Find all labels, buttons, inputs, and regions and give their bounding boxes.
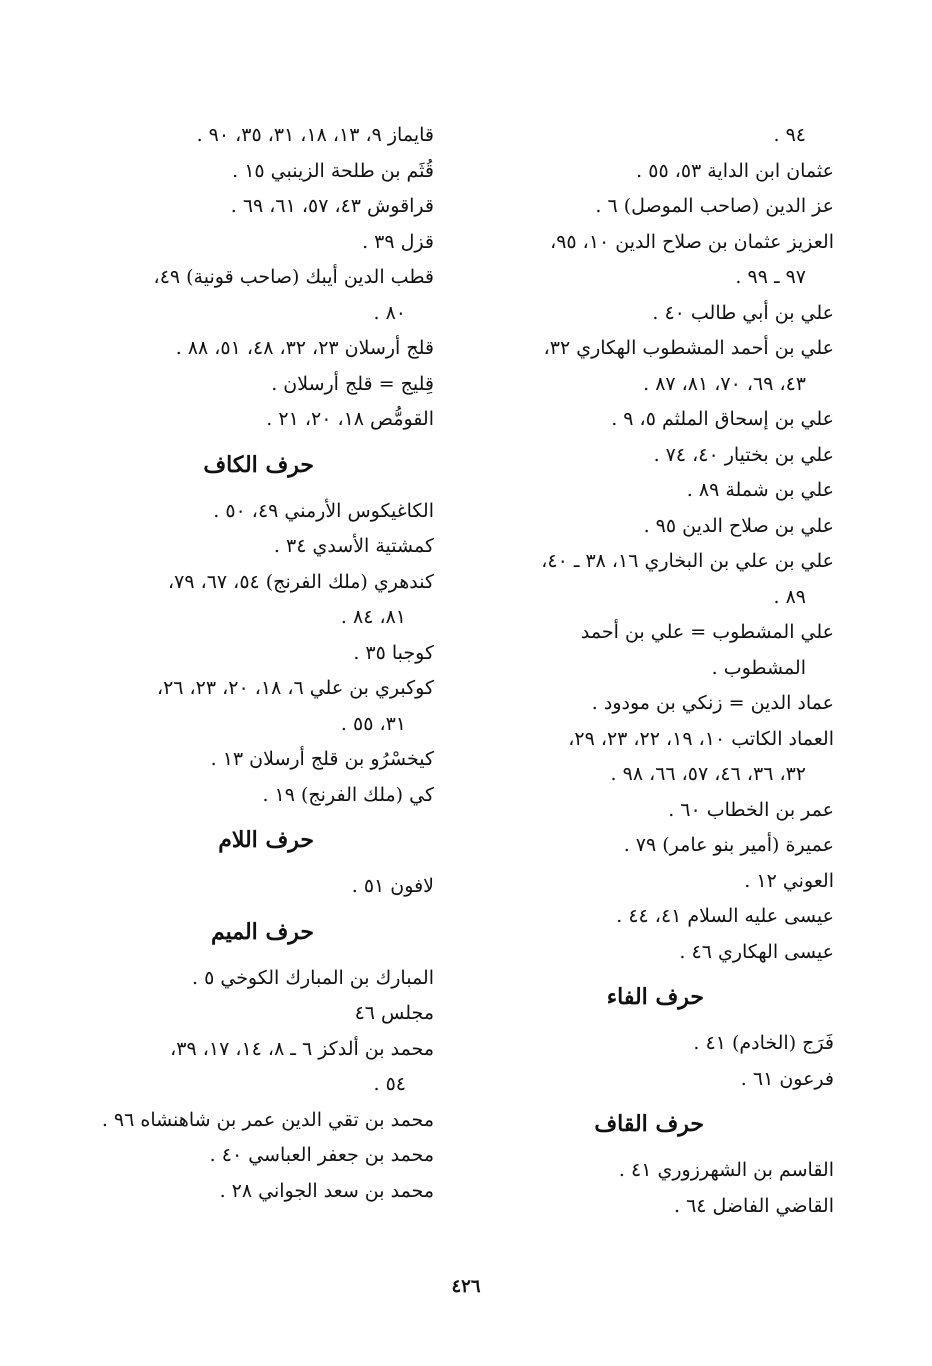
index-entry: قِليج = قلج أرسلان . — [271, 372, 434, 395]
index-entry: ٥٤ . — [373, 1073, 406, 1095]
index-entry: الكاغيكوس الأرمني ٤٩، ٥٠ . — [213, 499, 434, 522]
index-entry: كوجبا ٣٥ . — [353, 641, 434, 664]
index-entry: كمشتية الأسدي ٣٤ . — [273, 535, 434, 557]
index-entry: ٨٠ . — [373, 301, 406, 324]
index-entry: ٤٣، ٦٩، ٧٠، ٨١، ٨٧ . — [643, 372, 806, 395]
section-heading-kaf: حرف الكاف — [203, 451, 314, 478]
index-entry: ٣١، ٥٥ . — [340, 712, 406, 735]
index-entry: مجلس ٤٦ — [354, 1002, 434, 1024]
index-entry: كي (ملك الفرنج) ١٩ . — [262, 783, 434, 806]
index-entry: فرعون ٦١ . — [740, 1067, 834, 1090]
index-entry: علي بن شملة ٨٩ . — [686, 479, 834, 501]
index-entry: فَرَج (الخادم) ٤١ . — [693, 1032, 834, 1054]
index-entry: عثمان ابن الداية ٥٣، ٥٥ . — [636, 159, 834, 182]
index-entry: علي بن علي بن البخاري ١٦، ٣٨ ـ ٤٠، — [541, 550, 834, 572]
index-entry: ٩٤ . — [773, 124, 806, 146]
index-entry: علي بن أبي طالب ٤٠ . — [652, 301, 834, 324]
index-entry: كوكبري بن علي ٦، ١٨، ٢٠، ٢٣، ٢٦، — [156, 677, 434, 699]
index-entry: كندهري (ملك الفرنج) ٥٤، ٦٧، ٧٩، — [167, 570, 434, 593]
index-entry: علي بن بختيار ٤٠، ٧٤ . — [653, 443, 834, 466]
index-entry: عز الدين (صاحب الموصل) ٦ . — [595, 195, 834, 217]
index-entry: محمد بن جعفر العباسي ٤٠ . — [209, 1144, 434, 1166]
index-entry: ٣٢، ٣٦، ٤٦، ٥٧، ٦٦، ٩٨ . — [610, 763, 806, 785]
index-entry: القاسم بن الشهرزوري ٤١ . — [618, 1159, 834, 1181]
index-entry: المبارك بن المبارك الكوخي ٥ . — [192, 966, 434, 989]
index-entry: القاضي الفاضل ٦٤ . — [673, 1194, 834, 1217]
index-entry: المشطوب . — [711, 656, 806, 679]
index-entry: قطب الدين أيبك (صاحب قونية) ٤٩، — [153, 266, 434, 288]
index-entry: لافون ٥١ . — [351, 875, 434, 897]
page-number: ٤٢٦ — [451, 1276, 481, 1297]
index-entry: علي بن صلاح الدين ٩٥ . — [643, 514, 834, 537]
index-entry: القومُّص ١٨، ٢٠، ٢١ . — [266, 408, 434, 430]
index-column-right — [474, 118, 834, 1224]
index-entry: عيسى الهكاري ٤٦ . — [679, 940, 834, 963]
index-entry: عيسى عليه السلام ٤١، ٤٤ . — [616, 905, 834, 927]
index-entry: العماد الكاتب ١٠، ١٩، ٢٢، ٢٣، ٢٩، — [568, 727, 834, 750]
index-entry: عمر بن الخطاب ٦٠ . — [668, 798, 834, 821]
index-entry: قايماز ٩، ١٣، ١٨، ٣١، ٣٥، ٩٠ . — [196, 124, 434, 146]
index-entry: العزيز عثمان بن صلاح الدين ١٠، ٩٥، — [550, 230, 834, 253]
index-entry: قزل ٣٩ . — [362, 230, 434, 253]
index-entry: علي بن أحمد المشطوب الهكاري ٣٢، — [543, 337, 834, 359]
index-column-left — [74, 118, 434, 1209]
section-heading-lam: حرف اللام — [218, 827, 314, 853]
index-entry: قُثَم بن طلحة الزينبي ١٥ . — [232, 159, 434, 182]
index-entry: ٨٩ . — [773, 585, 806, 608]
index-entry: عميرة (أمير بنو عامر) ٧٩ . — [623, 834, 834, 856]
section-heading-faa: حرف الفاء — [606, 984, 704, 1010]
index-entry: محمد بن ألدكز ٦ ـ ٨، ١٤، ١٧، ٣٩، — [170, 1037, 434, 1060]
index-entry: محمد بن سعد الجواني ٢٨ . — [219, 1179, 434, 1202]
index-entry: كيخسْرُو بن قلج أرسلان ١٣ . — [210, 748, 434, 770]
section-heading-qaf: حرف القاف — [594, 1111, 704, 1137]
index-entry: عماد الدين = زنكي بن مودود . — [591, 692, 834, 714]
index-entry: العوني ١٢ . — [744, 869, 834, 892]
index-entry: قراقوش ٤٣، ٥٧، ٦١، ٦٩ . — [230, 195, 434, 217]
section-heading-mim: حرف الميم — [210, 918, 314, 945]
index-entry: ٩٧ ـ ٩٩ . — [735, 266, 806, 288]
index-entry: علي بن إسحاق الملثم ٥، ٩ . — [611, 408, 834, 430]
index-entry: محمد بن تقي الدين عمر بن شاهنشاه ٩٦ . — [101, 1108, 434, 1131]
index-entry: علي المشطوب = علي بن أحمد — [580, 621, 834, 643]
index-entry: قلج أرسلان ٢٣، ٣٢، ٤٨، ٥١، ٨٨ . — [175, 337, 434, 359]
index-entry: ٨١، ٨٤ . — [340, 606, 406, 628]
